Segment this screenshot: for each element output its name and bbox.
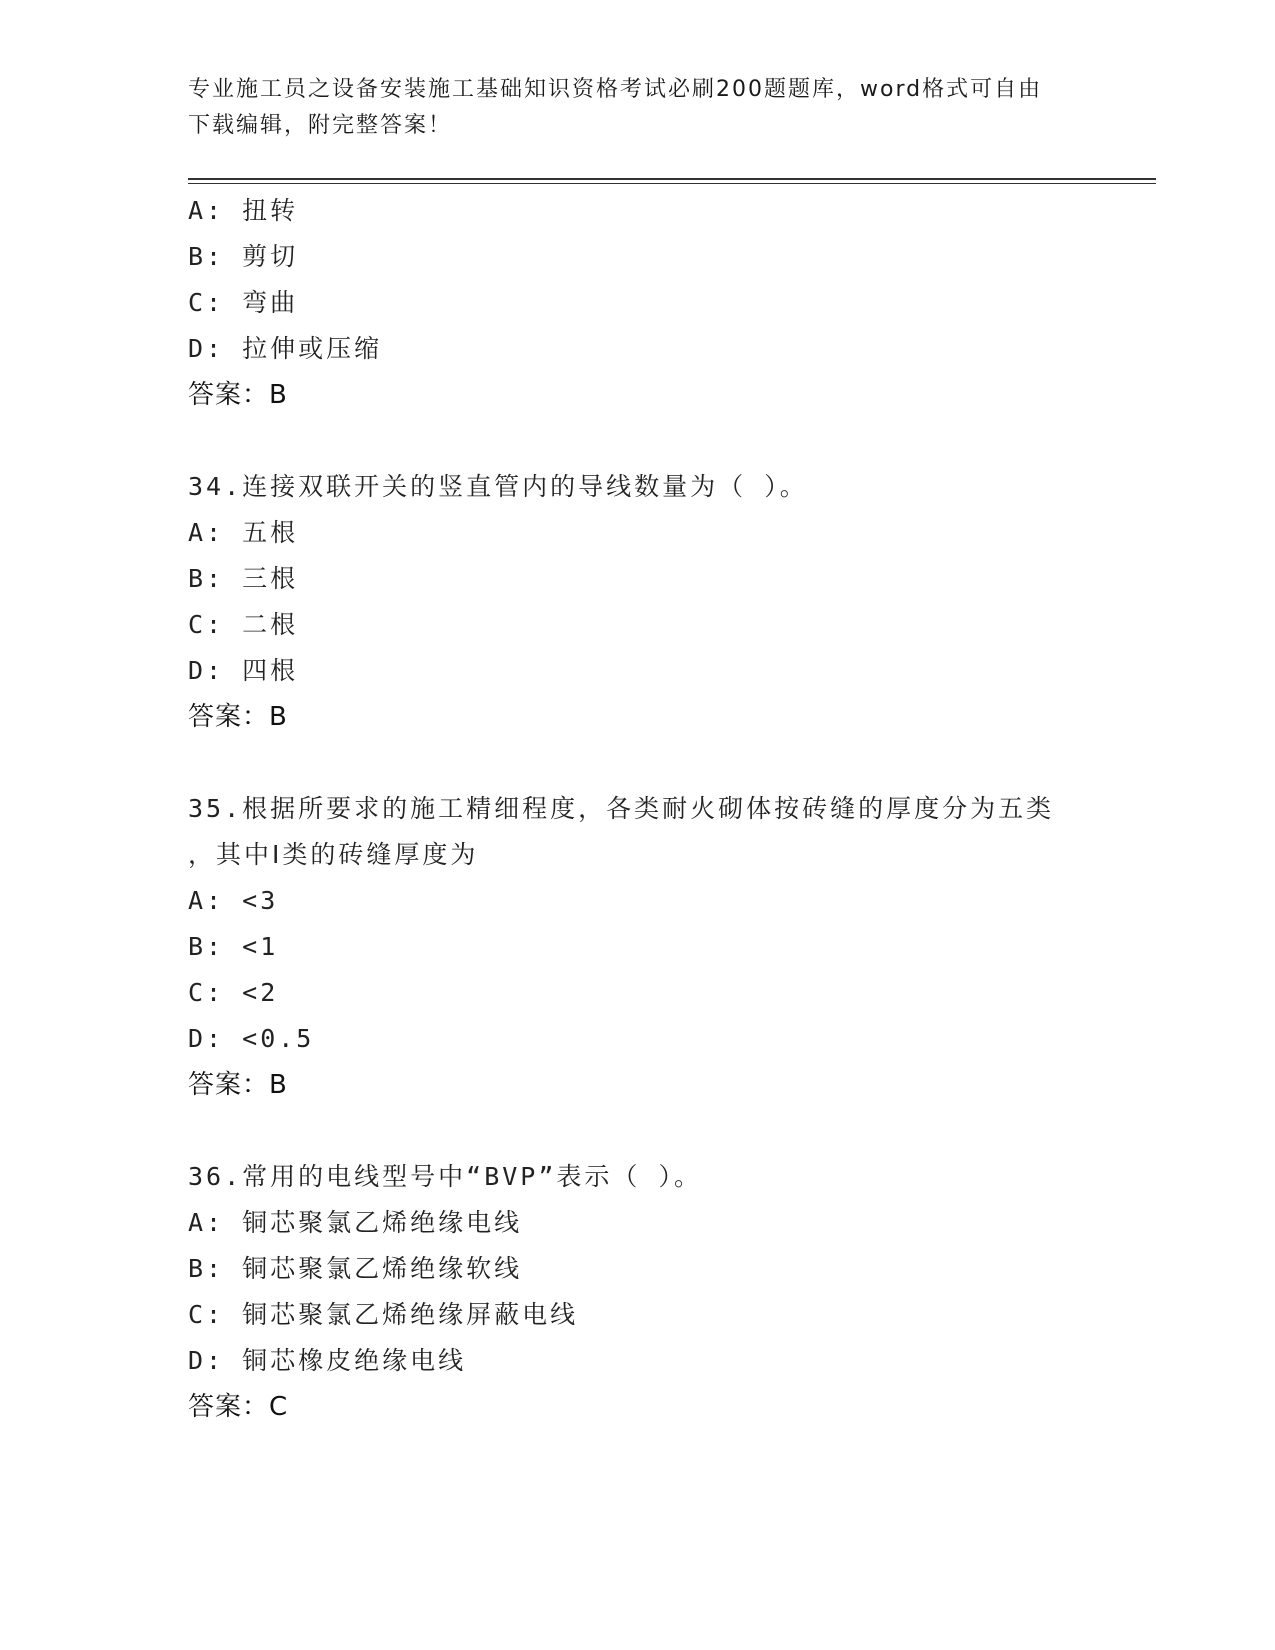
question-text: 34.连接双联开关的竖直管内的导线数量为（ ）。 — [188, 472, 808, 501]
option-a: A: 五根 — [188, 518, 299, 547]
header-divider — [188, 178, 1156, 180]
question-35-block — [188, 786, 1148, 1108]
header-line-1: 专业施工员之设备安装施工基础知识资格考试必刷200题题库，word格式可自由 — [188, 77, 1043, 102]
option-d: D: <0.5 — [188, 1024, 315, 1053]
option-b: B: 剪切 — [188, 242, 299, 271]
answer-text: 答案：B — [188, 380, 288, 410]
spacer — [188, 740, 1148, 786]
question-33-block — [188, 188, 1148, 418]
option-d: D: 拉伸或压缩 — [188, 334, 383, 363]
option-d: D: 四根 — [188, 656, 299, 685]
question-text: 36.常用的电线型号中“BVP”表示（ ）。 — [188, 1162, 702, 1191]
option-c: C: 二根 — [188, 610, 299, 639]
option-a: A: 扭转 — [188, 196, 299, 225]
header-line-2: 下载编辑，附完整答案！ — [188, 113, 453, 138]
question-list — [188, 188, 1148, 1430]
option-d: D: 铜芯橡皮绝缘电线 — [188, 1346, 467, 1375]
question-36-block — [188, 1154, 1148, 1430]
option-b: B: <1 — [188, 932, 279, 961]
spacer — [188, 418, 1148, 464]
option-b: B: 三根 — [188, 564, 299, 593]
header-divider-thin — [188, 183, 1156, 184]
option-c: C: <2 — [188, 978, 279, 1007]
question-text-line-2: ，其中Ⅰ类的砖缝厚度为 — [188, 840, 479, 869]
option-a: A: 铜芯聚氯乙烯绝缘电线 — [188, 1208, 523, 1237]
question-34-block — [188, 464, 1148, 740]
spacer — [188, 1108, 1148, 1154]
option-c: C: 铜芯聚氯乙烯绝缘屏蔽电线 — [188, 1300, 579, 1329]
document-header — [188, 72, 1088, 144]
option-b: B: 铜芯聚氯乙烯绝缘软线 — [188, 1254, 523, 1283]
answer-text: 答案：B — [188, 702, 288, 732]
option-a: A: <3 — [188, 886, 279, 915]
answer-text: 答案：B — [188, 1070, 288, 1100]
answer-text: 答案：C — [188, 1392, 289, 1422]
option-c: C: 弯曲 — [188, 288, 299, 317]
question-text-line-1: 35.根据所要求的施工精细程度，各类耐火砌体按砖缝的厚度分为五类 — [188, 794, 1055, 823]
